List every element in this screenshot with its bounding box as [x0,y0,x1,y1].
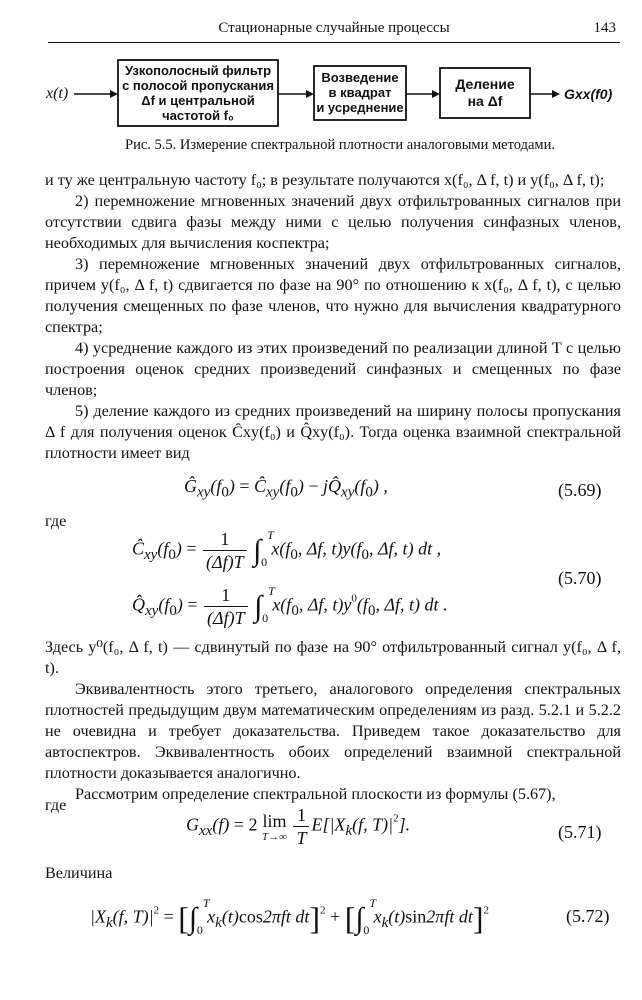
diagram-input-label: x(t) [46,85,69,102]
where-label: где [45,512,67,530]
diagram-output-label: Gxx(f0) [564,86,613,102]
page-number: 143 [593,20,616,36]
where-label: где [45,796,67,814]
square-block-line-2: в квадрат [328,85,392,100]
paragraph: 3) перемножение мгновенных значений двух отфильтрованных сигналов, причем y(f₀, Δ f, t) сдвигается по фазе на 90° по отношению к x(f₀, Δ f, t), с целью получения смещенных по фазе членов, что нужно для вычисления квадратурного спектра; [45,255,621,336]
division-block-line-2: на Δf [467,93,503,109]
paragraph: 2) перемножение мгновенных значений двух отфильтрованных сигналов при отсутствии сдвига фазы между ними с целью получения синфазных членов, необходимых для вычисления коспектра; [45,192,621,252]
filter-block-line-1: Узкополосный фильтр [124,63,272,78]
equation-5-70-quadrature: $Q̂_{xy}(f_0)$ = $\frac{1}{(\Delta f)T}$ ∫ T 0 $x(f_0$, Δf, $t)y^0(f_0$, Δf, t) dt . [132,583,448,628]
text-block-2 [45,637,621,805]
equation-number-5-72: (5.72) [566,906,610,926]
quantity-label: Величина [45,864,113,882]
text-block-1 [45,170,621,464]
paragraph: 5) деление каждого из средних произведений на ширину полосы пропускания Δ f для получения оценок Ĉxy(f₀) и Q̂xy(f₀). Тогда оценка взаимной спектральной плотности имеет вид [45,402,621,462]
paragraph: и ту же центральную частоту f₀; в результате получаются x(f₀, Δ f, t) и y(f₀, Δ f, t); [45,171,605,189]
equation-5-71: $G_{xx}(f) = 2$ lim T→∞ $\frac{1}{T}$ $E[|X_k(f$, $T)|^2$]. [186,805,411,848]
equation-5-70-cospectrum: $Ĉ_{xy}(f_0)$ = $\frac{1}{(\Delta f)T}$ ∫ T 0 $x(f_0$, Δf, $t)y(f_0$, Δf, t) dt , [132,527,442,572]
paragraph: 4) усреднение каждого из этих произведений по реализации длиной T с целью построения оценок средних произведений синфазных и смещенных по фазе членов; [45,339,621,399]
equation-number-5-70: (5.70) [558,568,602,588]
paragraph: Здесь y⁰(f₀, Δ f, t) — сдвинутый по фазе на 90° отфильтрованный сигнал y(f₀, Δ f, t). [45,638,621,677]
filter-block-line-4: частотой f₀ [162,108,234,123]
header-title: Стационарные случайные процессы [218,20,450,36]
figure-caption: Рис. 5.5. Измерение спектральной плотности аналоговыми методами. [125,137,555,153]
paragraph: Эквивалентность этого третьего, аналогового определения спектральных плотностей предыдущим двум математическим определениям из разд. 5.2.1 и 5.2.2 не очевидна и требует доказательства. Приведем такое доказательство для автоспектров. Эквивалентность обоих определений взаимной спектральной плотности доказывается аналогично. [45,680,621,782]
square-block-line-1: Возведение [321,70,399,85]
equation-5-72: $|X_k(f$, $T)|^2$ = [∫ T 0 $x_k(t)\cos 2\pi ft$ dt]$^2$ + [∫ T 0 $x_k(t)\sin 2\pi ft$ dt]$^2$ [90,895,489,937]
division-block-line-1: Деление [455,76,515,92]
square-block-line-3: и усреднение [316,100,404,115]
filter-block-line-3: Δf и центральной [141,93,255,108]
paragraph: Рассмотрим определение спектральной плоскости из формулы (5.67), [75,785,556,803]
block-diagram [42,52,622,134]
equation-5-69: $Ĝ_{xy}(f_0)$ = $Ĉ_{xy}(f_0)$ − $jQ̂_{xy}(f_0)$ , [184,476,388,501]
filter-block-line-2: с полосой пропускания [122,78,274,93]
equation-number-5-71: (5.71) [558,822,602,842]
running-header [48,18,620,43]
equation-number-5-69: (5.69) [558,480,602,500]
